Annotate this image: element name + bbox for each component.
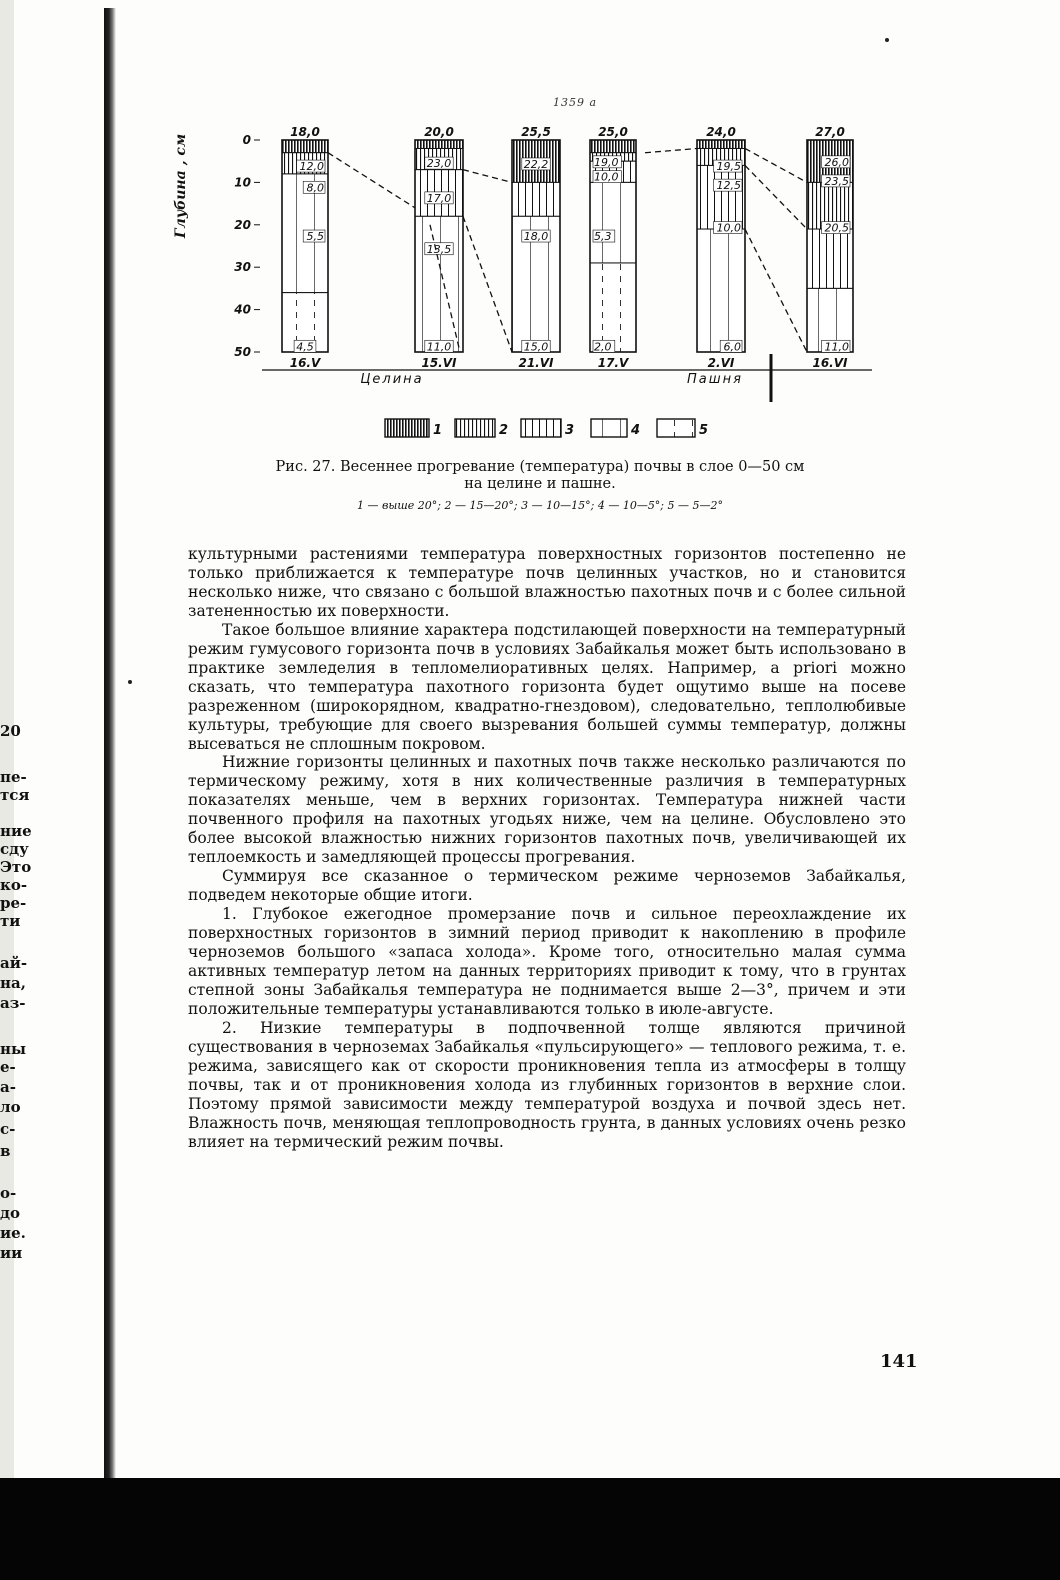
column-layer-value: 6,0	[723, 340, 741, 354]
margin-fragment: тся	[0, 786, 30, 804]
figure-caption	[195, 459, 885, 493]
soil-layer	[590, 140, 636, 153]
isotherm-connector	[745, 229, 807, 352]
column-layer-value: 20,5	[824, 221, 849, 235]
margin-fragment: ре-	[0, 894, 27, 912]
legend-number: 5	[699, 423, 709, 438]
caption-title-line-2: на целине и пашне.	[464, 476, 616, 492]
isotherm-connector	[328, 153, 415, 208]
paragraph: культурными растениями температура поверхностных горизонтов постепенно не только приближается к температуре почв целинных участков, но и становится несколько ниже, что связано с большой влажностью пахотных почв и с более сильной затененностью их поверхности.	[188, 545, 906, 620]
column-layer-value: 15,0	[523, 340, 549, 354]
paragraph: Нижние горизонты целинных и пахотных почв также несколько различаются по термическому режиму, хотя в них количественные различия в температурных показателях меньше, чем в верхних горизонтах. Температура нижней части почвенного профиля на пахотных угодьях ниже, чем на целине. Обусловлено это более высокой влажностью нижних горизонтов пахотных почв, увеличивающей их теплоемкость и замедляющей процессы прогревания.	[188, 753, 906, 867]
soil-layer	[697, 140, 745, 148]
legend-number: 4	[631, 423, 641, 438]
column-layer-value: 23,0	[426, 157, 452, 171]
isotherm-connector	[463, 216, 512, 352]
depth-tick-label: 10	[234, 175, 251, 190]
column-layer-value: 10,0	[594, 170, 619, 184]
caption-title-line-1: Рис. 27. Весеннее прогревание (температура) почвы в слое 0—50 см	[275, 459, 805, 475]
soil-layer	[807, 229, 853, 288]
margin-fragment: с-	[0, 1120, 16, 1138]
column-top-value: 24,0	[706, 125, 736, 139]
legend-number: 1	[433, 423, 443, 438]
column-top-value: 20,0	[424, 125, 454, 139]
column-top-value: 25,0	[598, 125, 628, 139]
column-layer-value: 5,5	[306, 230, 324, 244]
stray-mark	[885, 38, 889, 42]
legend-swatch	[455, 419, 495, 437]
soil-layer	[697, 229, 745, 352]
margin-fragment: ны	[0, 1040, 27, 1058]
margin-fragment: аз-	[0, 994, 26, 1012]
depth-tick-label: 20	[234, 217, 251, 232]
column-layer-value: 12,5	[716, 179, 741, 193]
margin-fragment: ии	[0, 1244, 23, 1262]
page-number: 141	[880, 1351, 918, 1372]
column-layer-value: 23,5	[824, 174, 849, 188]
soil-layer	[512, 182, 560, 216]
column-layer-value: 11,0	[426, 340, 452, 354]
column-layer-value: 22,2	[523, 157, 549, 171]
column-date-label: 17.V	[597, 356, 629, 370]
margin-fragment: на,	[0, 974, 26, 992]
soil-layer	[415, 140, 463, 148]
column-layer-value: 11,0	[824, 340, 849, 354]
legend-swatch	[385, 419, 429, 437]
margin-fragment: в	[0, 1142, 11, 1160]
column-date-label: 16.VI	[812, 356, 848, 370]
legend-swatch	[521, 419, 561, 437]
legend-number: 2	[499, 423, 509, 438]
column-top-value: 27,0	[815, 125, 845, 139]
paragraph: 2. Низкие температуры в подпочвенной толще являются причиной существования в черноземах Забайкалья «пульсирующего» — теплового режима, т. е. режима, зависящего как от скорости проникновения тепла из атмосферы в толщу почвы, так и от проникновения холода из глубинных горизонтов в верхние слои. Поэтому прямой зависимости между температурой воздуха и почвой здесь нет. Влажность почв, меняющая теплопроводность грунта, в данных условиях очень резко влияет на термический режим почвы.	[188, 1018, 906, 1151]
margin-fragment: ие.	[0, 1224, 26, 1242]
soil-layer	[590, 263, 636, 352]
column-top-value: 25,5	[521, 125, 551, 139]
column-layer-value: 18,0	[523, 230, 549, 244]
margin-fragment: о-	[0, 1184, 17, 1202]
scan-border	[0, 1478, 1060, 1580]
soil-layer	[590, 182, 636, 263]
isotherm-connector	[745, 165, 807, 229]
isotherm-connector	[463, 170, 512, 183]
depth-tick-label: 50	[234, 345, 251, 359]
group-label-virgin: Целина	[360, 372, 424, 387]
column-layer-value: 8,0	[306, 181, 324, 195]
column-layer-value: 2,0	[594, 340, 612, 354]
depth-axis-label	[172, 126, 190, 246]
column-date-label: 16.V	[289, 356, 321, 370]
legend-number: 3	[565, 423, 575, 438]
column-layer-value: 10,0	[716, 221, 741, 235]
legend-swatch	[591, 419, 627, 437]
soil-layer	[415, 216, 463, 352]
margin-fragment: ти	[0, 912, 21, 930]
margin-fragment: до	[0, 1204, 21, 1222]
margin-fragment: сду	[0, 840, 29, 858]
margin-fragment: 20	[0, 722, 21, 740]
depth-tick-label: 0	[242, 133, 251, 147]
column-date-label: 21.VI	[518, 356, 554, 370]
column-top-value: 18,0	[290, 125, 320, 139]
column-layer-value: 26,0	[824, 155, 849, 169]
margin-fragment: е-	[0, 1058, 16, 1076]
column-layer-value: 4,5	[296, 340, 314, 354]
column-layer-value: 19,0	[594, 155, 619, 169]
isotherm-connector	[645, 148, 697, 152]
margin-fragment: Это	[0, 858, 32, 876]
column-layer-value: 13,5	[426, 242, 452, 256]
margin-fragment: пе-	[0, 768, 27, 786]
depth-tick-label: 30	[234, 260, 251, 275]
column-layer-value: 12,0	[299, 160, 324, 174]
column-date-label: 2.VI	[707, 356, 735, 370]
legend-swatch	[657, 419, 695, 437]
soil-layer	[697, 165, 745, 229]
column-layer-value: 5,3	[594, 230, 612, 244]
column-date-label: 15.VI	[421, 356, 457, 370]
caption-legend: 1 — выше 20°; 2 — 15—20°; 3 — 10—15°; 4 — 10—5°; 5 — 5—2°	[356, 499, 724, 512]
header-mark: 1359 a	[553, 96, 598, 109]
margin-fragment: ло	[0, 1098, 21, 1116]
margin-fragment: ние	[0, 822, 32, 840]
paragraph: Такое большое влияние характера подстилающей поверхности на температурный режим гумусового горизонта почв в условиях Забайкалья может быть использовано в практике земледелия в тепломелиоративных целях. Например, a priori можно сказать, что температура пахотного горизонта будет ощутимо выше на посеве разреженном (широкорядном, квадратно-гнездовом), следовательно, теплолюбивые культуры, требующие для своего вызревания большей суммы температур, должны высеваться не сплошным покровом.	[188, 620, 906, 753]
depth-axis-label-text: Глубина , см	[173, 133, 189, 239]
isotherm-connector	[745, 148, 807, 182]
column-layer-value: 19,5	[716, 160, 741, 174]
soil-layer	[282, 140, 328, 153]
body-text	[188, 545, 906, 1152]
group-label-arable: Пашня	[687, 372, 743, 387]
margin-fragment: ай-	[0, 954, 28, 972]
paragraph: 1. Глубокое ежегодное промерзание почв и сильное переохлаждение их поверхностных горизонтов в зимний период приводит к накоплению в профиле черноземов большого «запаса холода». Кроме того, относительно малая сумма активных температур летом на данных территориях приводит к тому, что в грунтах степной зоны Забайкалья температура не поднимается выше 2—3°, причем и эти положительные температуры устанавливаются только в июле-августе.	[188, 905, 906, 1018]
margin-fragment: а-	[0, 1078, 16, 1096]
depth-tick-label: 40	[234, 302, 251, 317]
margin-fragment: ко-	[0, 876, 28, 894]
column-layer-value: 17,0	[426, 191, 452, 205]
paragraph: Суммируя все сказанное о термическом режиме черноземов Забайкалья, подведем некоторые общие итоги.	[188, 867, 906, 905]
stray-mark	[128, 680, 132, 684]
